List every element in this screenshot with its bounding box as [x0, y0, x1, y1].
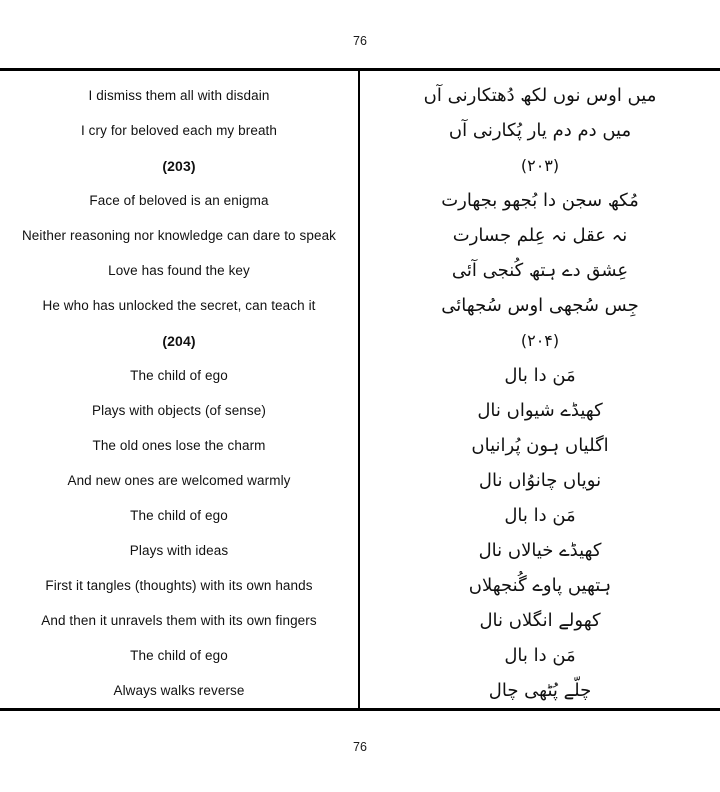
urdu-line: کھولے انگلاں نال	[479, 610, 601, 631]
page-number-top: 76	[353, 34, 367, 48]
verse-number: (204)	[162, 332, 196, 349]
urdu-line: نویاں چانوُاں نال	[478, 470, 602, 491]
page-number-bottom: 76	[353, 740, 367, 754]
english-line: First it tangles (thoughts) with its own hands	[45, 578, 313, 593]
english-line: Always walks reverse	[113, 683, 245, 698]
urdu-line: اگلیاں ہون پُرانیاں	[471, 435, 609, 456]
english-line: Plays with ideas	[129, 543, 229, 558]
english-column	[0, 71, 360, 708]
english-line: Love has found the key	[108, 263, 250, 278]
english-line: And new ones are welcomed warmly	[67, 473, 291, 488]
urdu-line: ہتھیں پاوے گُنجھلاں	[468, 575, 612, 596]
english-line: The child of ego	[130, 508, 228, 523]
english-line: I cry for beloved each my breath	[80, 123, 278, 138]
urdu-line: چلّے پُٹھی چال	[488, 680, 592, 701]
english-line: The child of ego	[130, 368, 228, 383]
english-line: Face of beloved is an enigma	[89, 193, 269, 208]
english-line: He who has unlocked the secret, can teach it	[42, 298, 316, 313]
urdu-line: مُکھ سجن دا بُجھو بجھارت	[441, 190, 639, 211]
english-line: And then it unravels them with its own fingers	[41, 613, 317, 628]
english-line: Neither reasoning nor knowledge can dare to speak	[21, 228, 337, 243]
urdu-verse-number: (۲۰۳)	[520, 156, 560, 175]
english-line: The child of ego	[130, 648, 228, 663]
urdu-line: عِشق دے ہتھ کُنجی آئی	[451, 260, 629, 281]
urdu-line: مَن دا بال	[504, 365, 576, 386]
urdu-line: میں دم دم یار پُکارنی آں	[448, 120, 632, 141]
urdu-column	[360, 71, 720, 708]
urdu-line: جِس سُجھی اوس سُجھائی	[441, 295, 639, 316]
urdu-line: نہ عقل نہ عِلم جسارت	[452, 225, 628, 246]
urdu-line: میں اوس نوں لکھ دُھتکارنی آں	[423, 85, 657, 106]
urdu-line: مَن دا بال	[504, 505, 576, 526]
urdu-line: کھیڈے شیواں نال	[477, 400, 603, 421]
english-line: I dismiss them all with disdain	[88, 88, 270, 103]
content-area	[0, 68, 720, 711]
english-line: Plays with objects (of sense)	[92, 403, 266, 418]
urdu-verse-number: (۲۰۴)	[520, 331, 560, 350]
english-line: The old ones lose the charm	[92, 438, 266, 453]
verse-number: (203)	[162, 157, 196, 174]
urdu-line: کھیڈے خیالاں نال	[478, 540, 602, 561]
urdu-line: مَن دا بال	[504, 645, 576, 666]
